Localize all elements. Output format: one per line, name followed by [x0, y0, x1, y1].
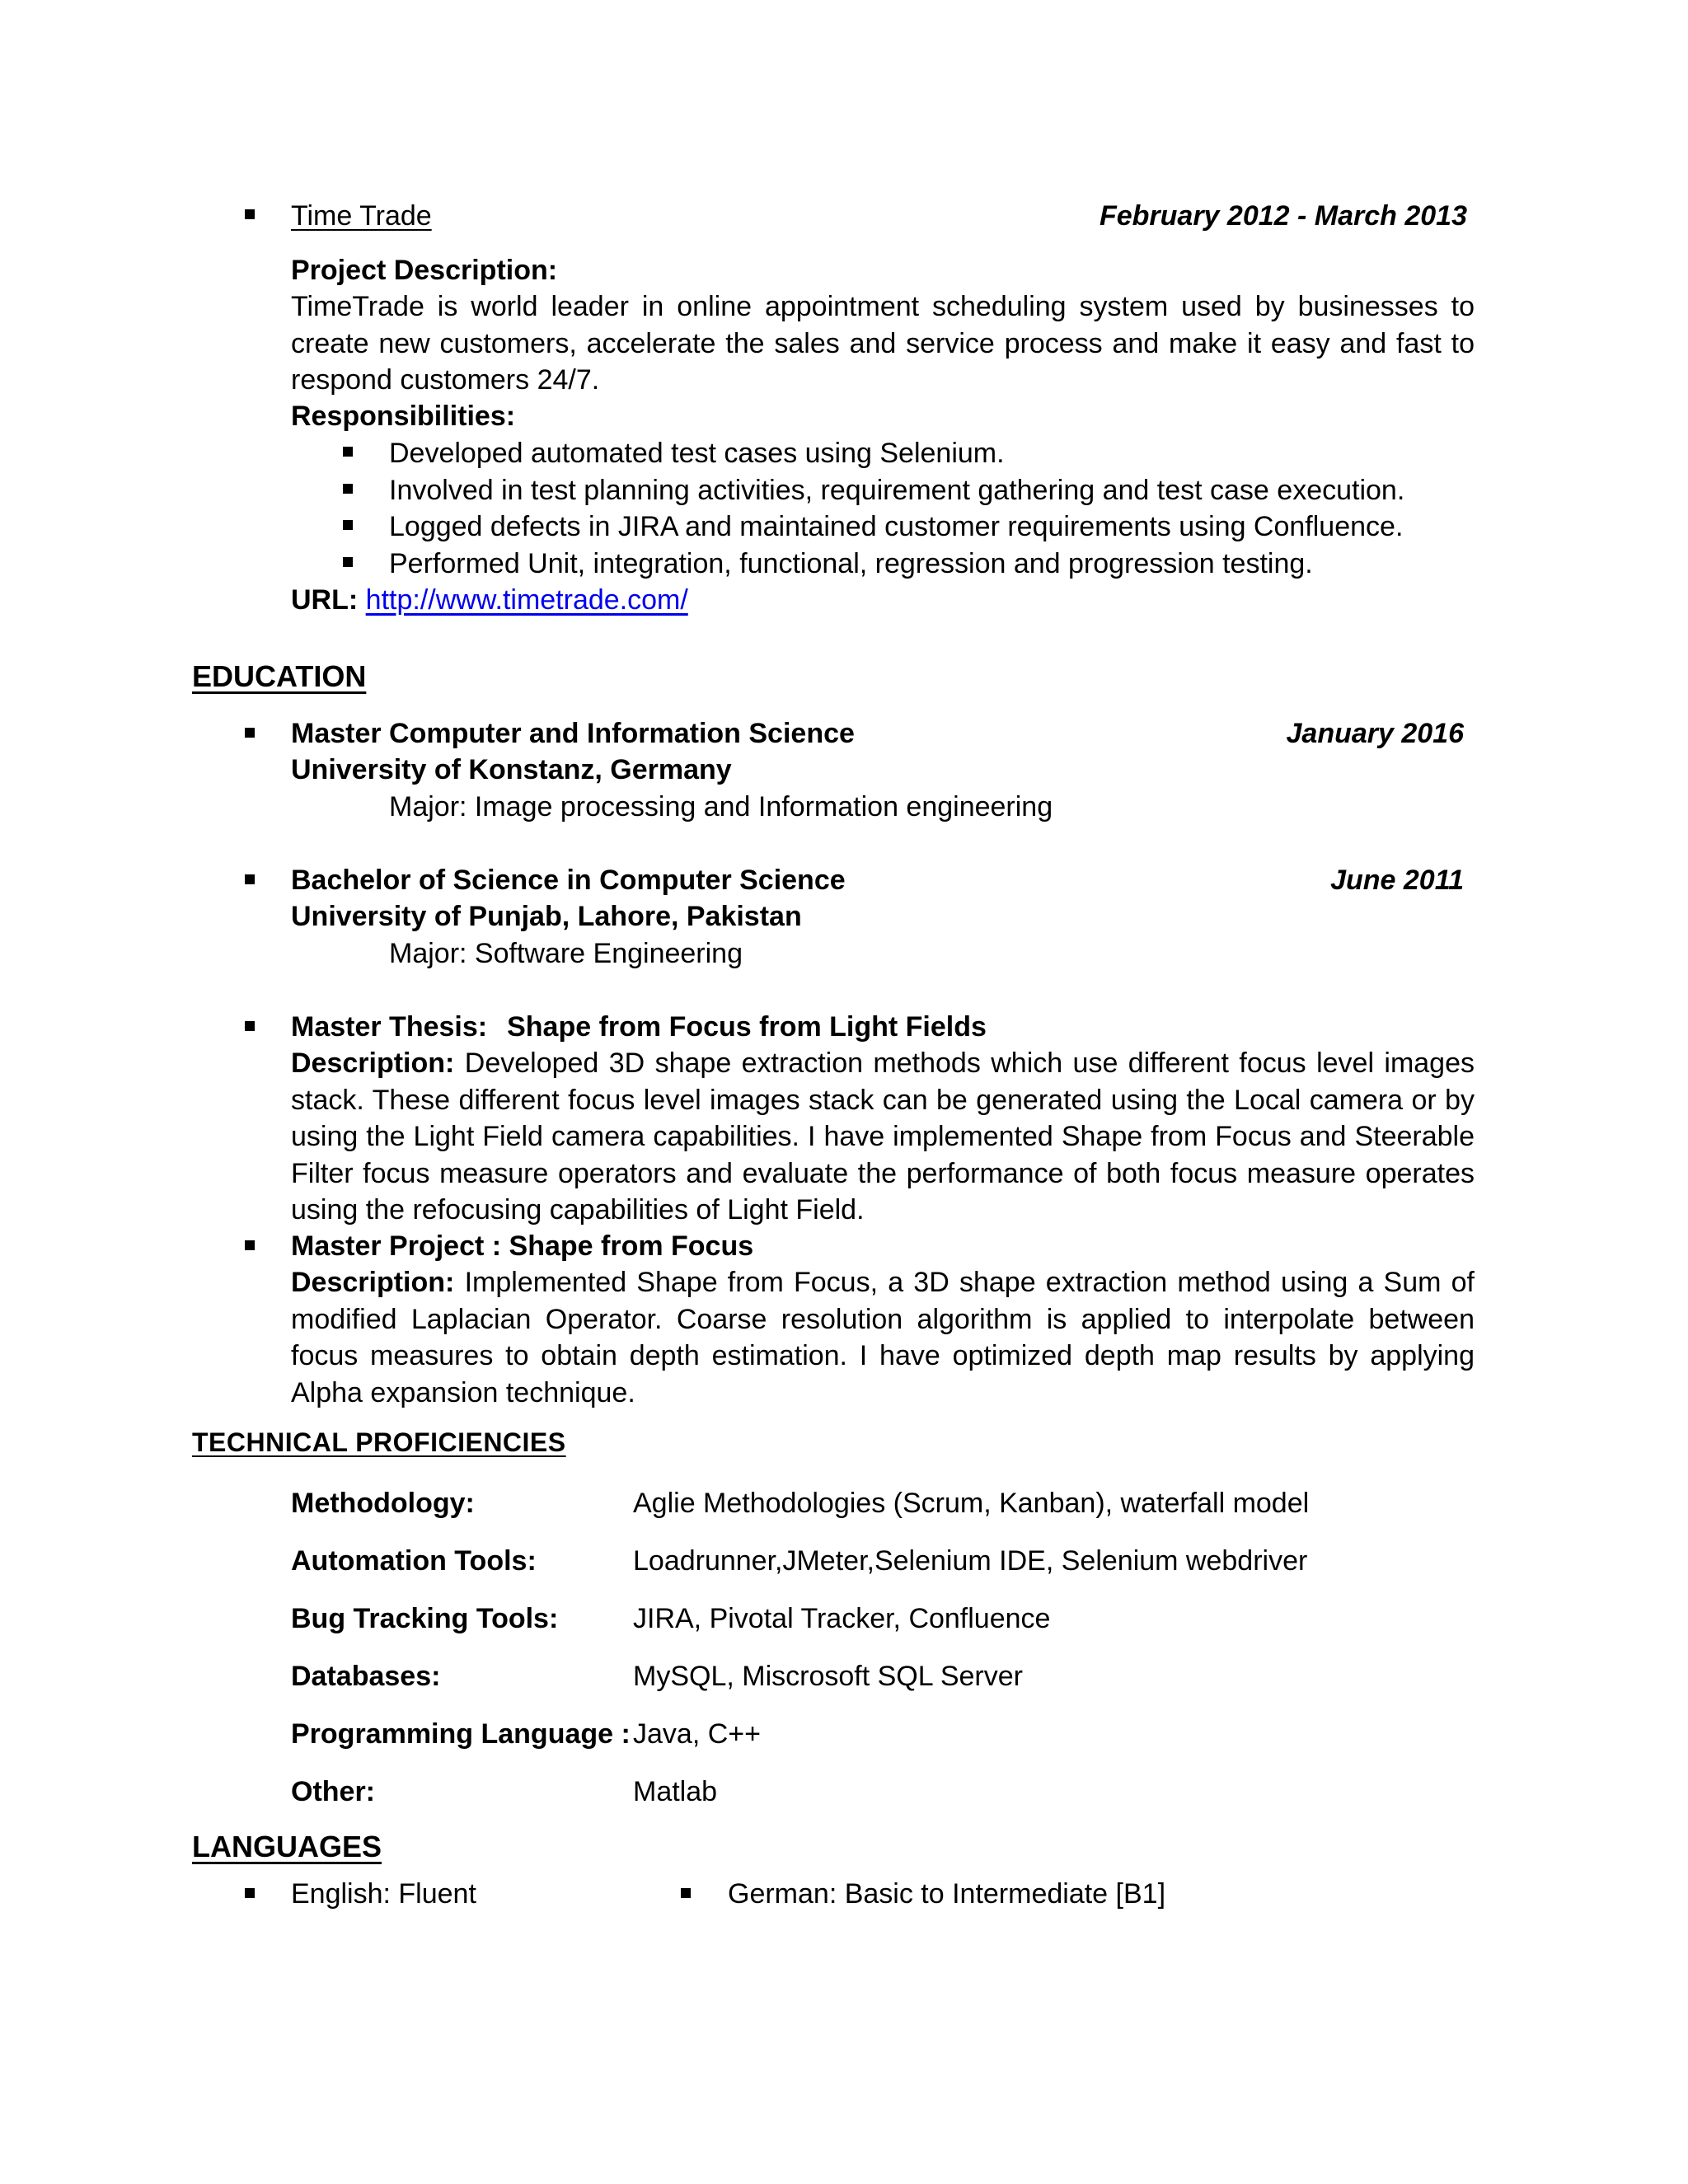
- bullet-icon: [343, 447, 353, 457]
- master-project-description-text: Implemented Shape from Focus, a 3D shape extraction method using a Sum of modified Laplacian Operator. Coarse resolution algorithm is applied to interpolate between focus measures to obtain depth estimation. I have optimized depth map results by applying Alpha expansion technique.: [291, 1267, 1475, 1408]
- bullet-icon: [343, 484, 353, 494]
- responsibility-item: Performed Unit, integration, functional, regression and progression testing.: [389, 548, 1313, 579]
- tech-label: Databases:: [291, 1661, 441, 1692]
- bullet-icon: [245, 874, 255, 884]
- responsibility-item: Logged defects in JIRA and maintained customer requirements using Confluence.: [389, 511, 1404, 542]
- master-project-description-label: Description:: [291, 1267, 455, 1298]
- degree-title: Master Computer and Information Science: [291, 718, 855, 749]
- tech-value: MySQL, Miscrosoft SQL Server: [633, 1661, 1023, 1692]
- bullet-icon: [245, 1888, 255, 1898]
- master-project-title: Master Project : Shape from Focus: [291, 1230, 754, 1262]
- degree-title: Bachelor of Science in Computer Science: [291, 865, 846, 896]
- thesis-description-label: Description:: [291, 1047, 455, 1079]
- tech-label: Automation Tools:: [291, 1545, 537, 1577]
- tech-value: Loadrunner,JMeter,Selenium IDE, Selenium webdriver: [633, 1545, 1308, 1577]
- thesis-label: Master Thesis:: [291, 1011, 488, 1043]
- responsibility-item: Developed automated test cases using Selenium.: [389, 438, 1005, 469]
- thesis-heading: [291, 1009, 987, 1045]
- responsibility-item: Involved in test planning activities, requirement gathering and test case execution.: [389, 475, 1405, 506]
- degree-school: University of Konstanz, Germany: [291, 754, 732, 785]
- tech-value: Matlab: [633, 1776, 718, 1807]
- degree-major: Major: Image processing and Information engineering: [389, 791, 1053, 823]
- project-dates: February 2012 - March 2013: [1099, 200, 1467, 232]
- thesis-description-text: Developed 3D shape extraction methods which use different focus level images stack. These different focus level images stack can be generated using the Local camera or by using the Light Field camera capabilities. I have implemented Shape from Focus and Steerable Filter focus measure operators and evaluate the performance of both focus measure operates using the refocusing capabilities of Light Field.: [291, 1047, 1475, 1226]
- project-url-row: [291, 582, 688, 618]
- tech-label: Methodology:: [291, 1488, 475, 1519]
- bullet-icon: [343, 520, 353, 530]
- bullet-icon: [343, 557, 353, 567]
- language-item: German: Basic to Intermediate [B1]: [728, 1878, 1166, 1910]
- education-heading: EDUCATION: [192, 659, 367, 693]
- bullet-icon: [245, 1240, 255, 1250]
- tech-label: Bug Tracking Tools:: [291, 1603, 559, 1634]
- tech-label: Programming Language :: [291, 1718, 631, 1750]
- bullet-icon: [681, 1888, 691, 1898]
- tech-value: JIRA, Pivotal Tracker, Confluence: [633, 1603, 1051, 1634]
- master-project-description: [291, 1264, 1475, 1411]
- url-label: URL:: [291, 584, 359, 616]
- tech-label: Other:: [291, 1776, 375, 1807]
- tech-value: Java, C++: [633, 1718, 761, 1750]
- languages-heading: LANGUAGES: [192, 1830, 382, 1863]
- degree-date: June 2011: [1330, 865, 1464, 896]
- project-url-link[interactable]: http://www.timetrade.com/: [365, 584, 688, 616]
- tech-value: Aglie Methodologies (Scrum, Kanban), waterfall model: [633, 1488, 1310, 1519]
- degree-school: University of Punjab, Lahore, Pakistan: [291, 901, 802, 932]
- bullet-icon: [245, 728, 255, 738]
- degree-date: January 2016: [1286, 718, 1464, 749]
- project-description-label: Project Description:: [291, 255, 558, 286]
- project-description: TimeTrade is world leader in online appointment scheduling system used by businesses to create new customers, accelerate the sales and service process and make it easy and fast to respond customers 24/7.: [291, 291, 1475, 396]
- language-item: English: Fluent: [291, 1878, 476, 1910]
- project-name: Time Trade: [291, 200, 432, 232]
- thesis-description: [291, 1045, 1475, 1229]
- bullet-icon: [245, 1021, 255, 1031]
- responsibilities-label: Responsibilities:: [291, 401, 516, 432]
- degree-major: Major: Software Engineering: [389, 938, 743, 969]
- technical-heading: TECHNICAL PROFICIENCIES: [192, 1427, 566, 1457]
- thesis-title: Shape from Focus from Light Fields: [507, 1011, 987, 1043]
- bullet-icon: [245, 209, 255, 219]
